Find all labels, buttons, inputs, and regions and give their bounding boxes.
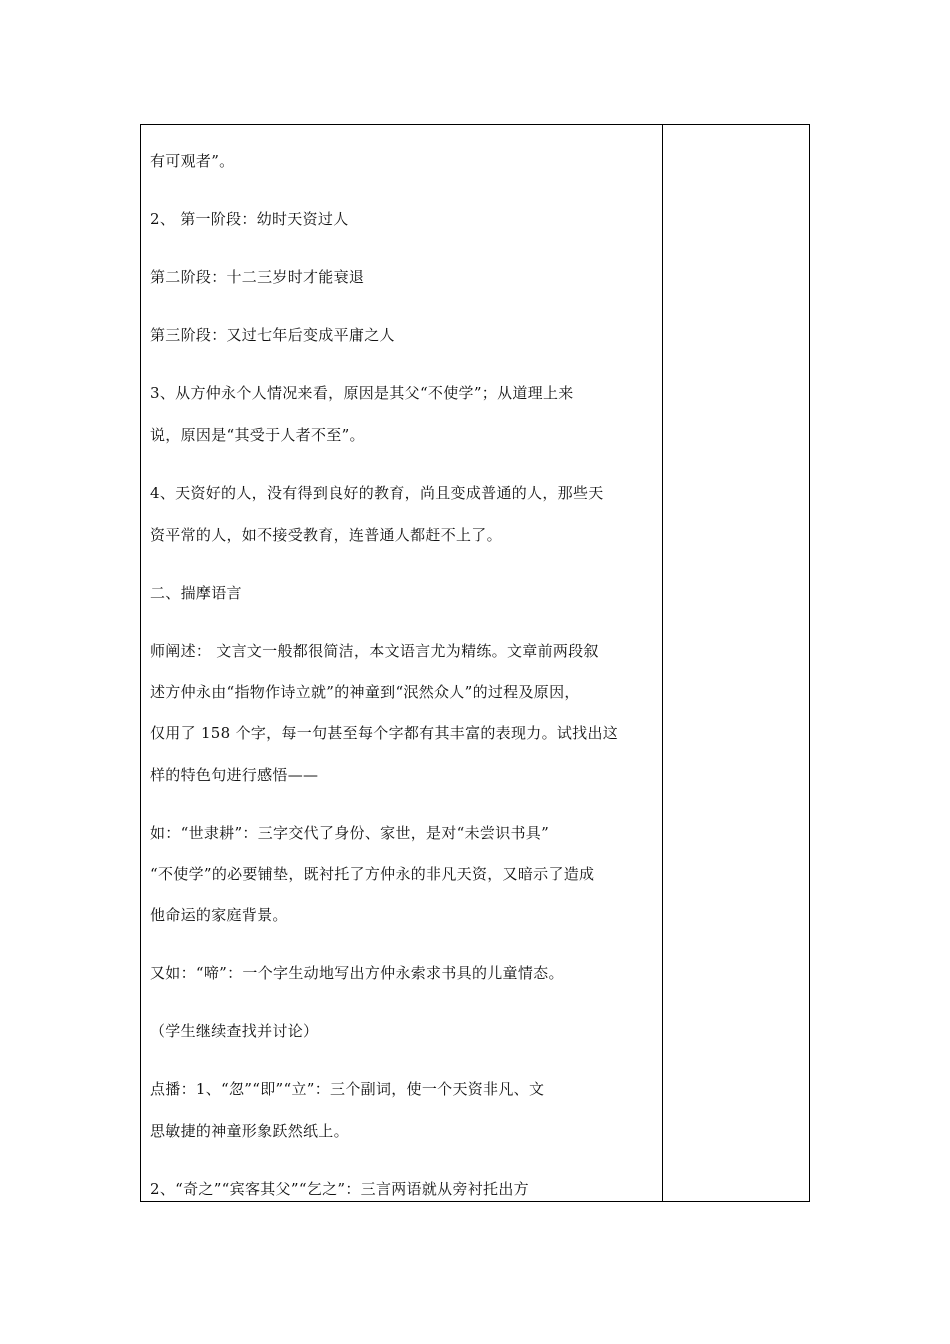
text-line: 又如：“啼”：一个字生动地写出方仲永索求书具的儿童情态。: [150, 964, 564, 982]
text-line: 第二阶段：十二三岁时才能衰退: [150, 268, 365, 286]
text-line: 第三阶段：又过七年后变成平庸之人: [150, 326, 395, 344]
text-line: （学生继续查找并讨论）: [150, 1022, 319, 1040]
lesson-table: [140, 124, 810, 1202]
notes-cell: [663, 125, 809, 1201]
text-line: 点播：1、“忽”“即”“立”：三个副词，使一个天资非凡、文: [150, 1080, 545, 1098]
text-line: 说，原因是“其受于人者不至”。: [150, 426, 365, 444]
text-line: 他命运的家庭背景。: [150, 906, 288, 924]
text-line: 述方仲永由“指物作诗立就”的神童到“泯然众人”的过程及原因，: [150, 683, 580, 701]
text-line: “不使学”的必要铺垫，既衬托了方仲永的非凡天资，又暗示了造成: [150, 865, 595, 883]
text-line: 仅用了 158 个字，每一句甚至每个字都有其丰富的表现力。试找出这: [150, 724, 619, 742]
content-cell: [141, 125, 662, 1201]
text-line: 有可观者”。: [150, 152, 235, 170]
text-line: 师阐述： 文言文一般都很简洁，本文语言尤为精练。文章前两段叙: [150, 642, 599, 660]
text-line: 2、 第一阶段：幼时天资过人: [150, 210, 349, 228]
text-line: 资平常的人，如不接受教育，连普通人都赶不上了。: [150, 526, 502, 544]
text-line: 3、从方仲永个人情况来看，原因是其父“不使学”；从道理上来: [150, 384, 574, 402]
text-line: 4、天资好的人，没有得到良好的教育，尚且变成普通的人，那些天: [150, 484, 604, 502]
text-line: 样的特色句进行感悟——: [150, 766, 319, 784]
text-line: 如：“世隶耕”：三字交代了身份、家世，是对“未尝识书具”: [150, 824, 550, 842]
text-line: 思敏捷的神童形象跃然纸上。: [150, 1122, 349, 1140]
section-heading: 二、揣摩语言: [150, 584, 242, 602]
text-line: 2、“奇之”“宾客其父”“乞之”：三言两语就从旁衬托出方: [150, 1180, 529, 1198]
